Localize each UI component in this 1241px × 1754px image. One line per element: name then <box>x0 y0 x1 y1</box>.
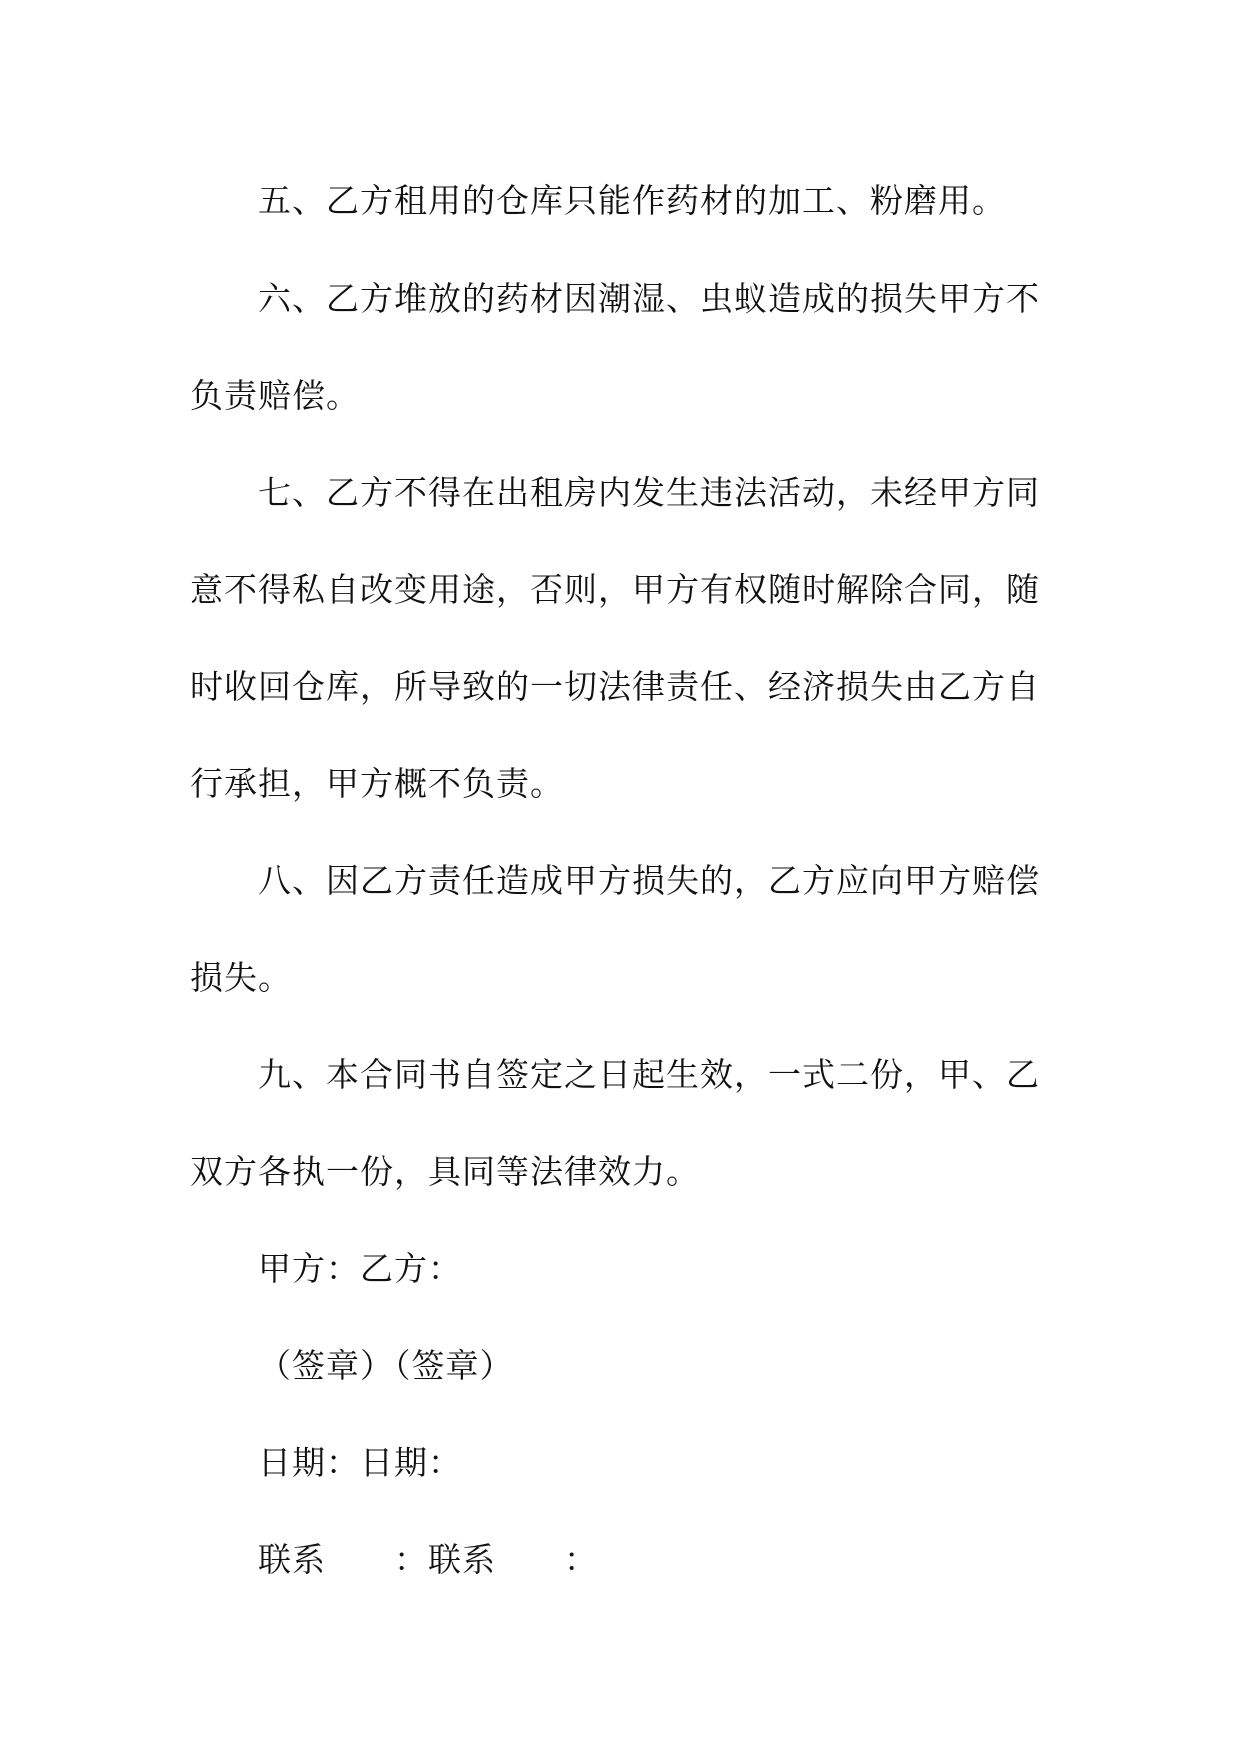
clause-8-line-1: 八、因乙方责任造成甲方损失的，乙方应向甲方赔偿 <box>258 861 1040 900</box>
clause-9-line-1: 九、本合同书自签定之日起生效，一式二份，甲、乙 <box>258 1055 1040 1094</box>
clause-6-line-1: 六、乙方堆放的药材因潮湿、虫蚁造成的损失甲方不 <box>258 279 1040 318</box>
clause-7-line-3: 时收回仓库，所导致的一切法律责任、经济损失由乙方自 <box>190 667 1040 706</box>
clause-7-line-4: 行承担，甲方概不负责。 <box>190 764 564 803</box>
party-label-line: 甲方：乙方： <box>258 1249 462 1288</box>
date-line: 日期：日期： <box>258 1443 462 1482</box>
signature-line: （签章）（签章） <box>258 1346 514 1385</box>
clause-7-line-1: 七、乙方不得在出租房内发生违法活动，未经甲方同 <box>258 473 1040 512</box>
clause-7-line-2: 意不得私自改变用途，否则，甲方有权随时解除合同，随 <box>190 570 1040 609</box>
contact-line: 联系 ：联系 ： <box>258 1540 598 1579</box>
clause-6-line-2: 负责赔偿。 <box>190 376 360 415</box>
clause-5-line-1: 五、乙方租用的仓库只能作药材的加工、粉磨用。 <box>258 181 1006 220</box>
clause-9-line-2: 双方各执一份，具同等法律效力。 <box>190 1152 700 1191</box>
clause-8-line-2: 损失。 <box>190 958 292 997</box>
